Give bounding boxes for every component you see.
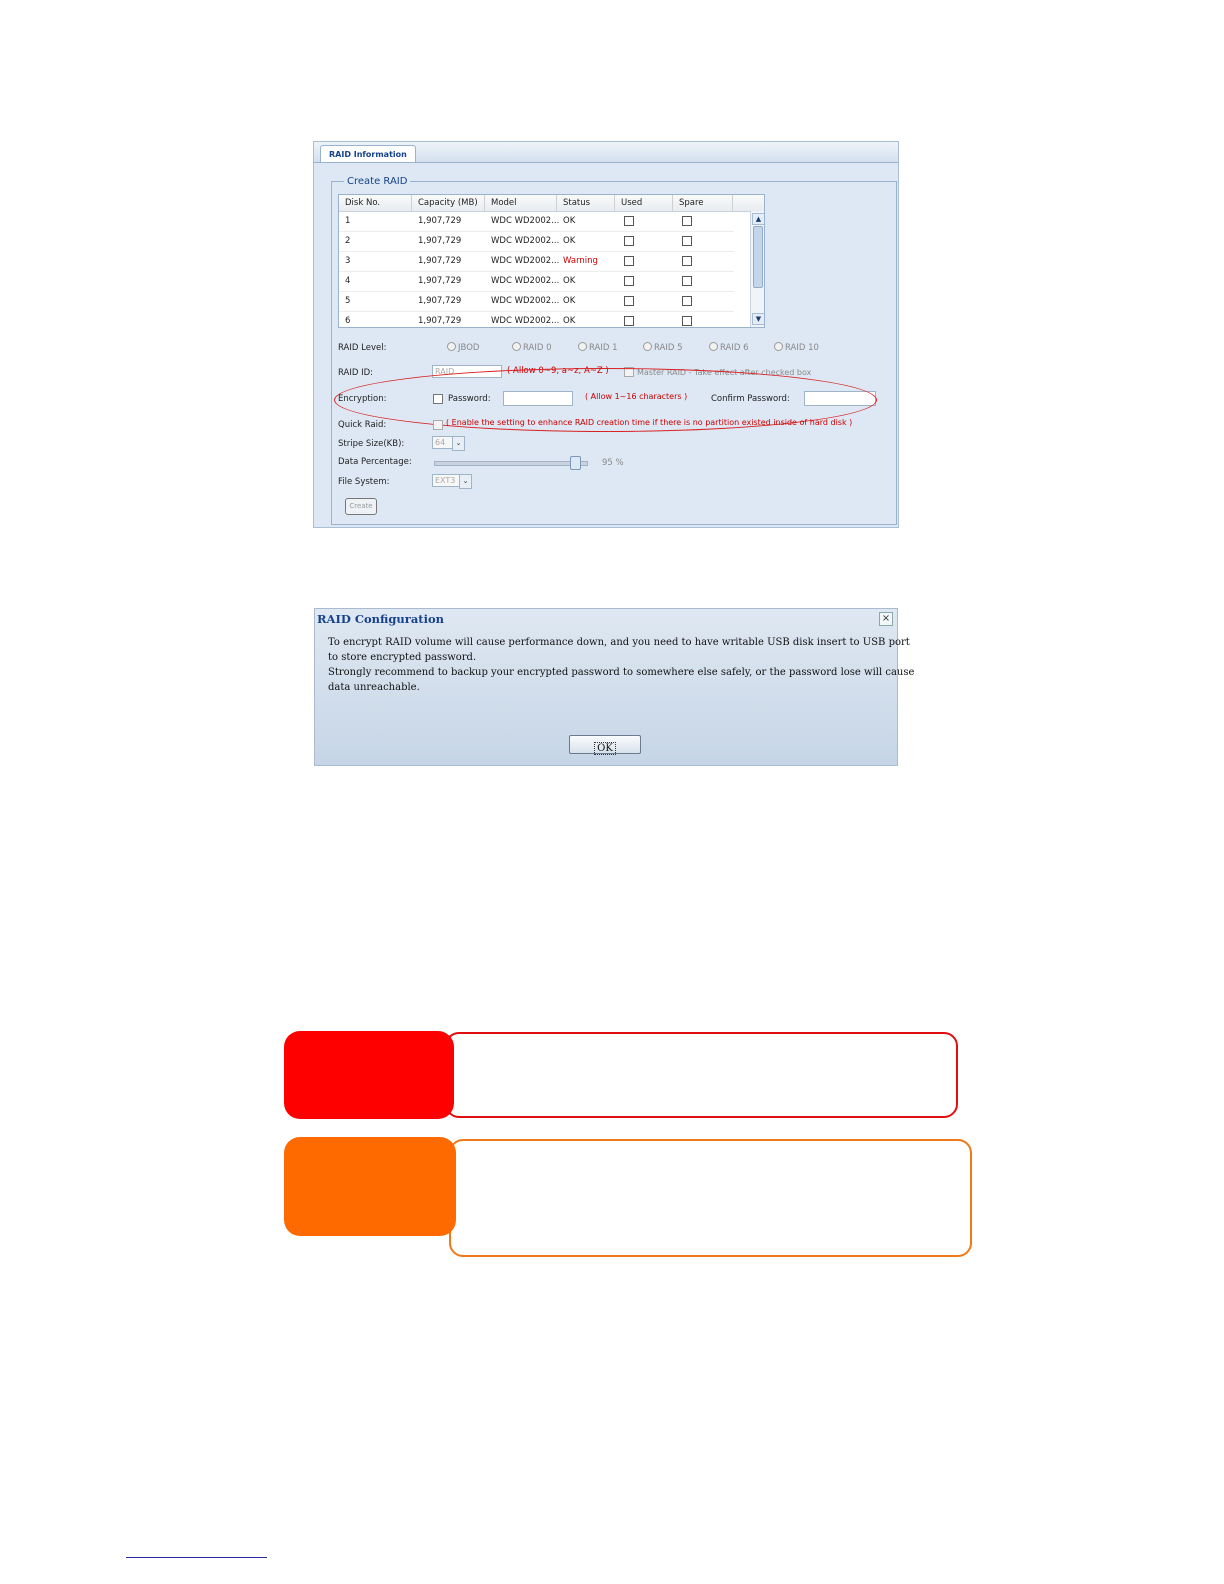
stripe-size-select[interactable] [432, 436, 465, 449]
raid-level-option-raid5[interactable] [643, 342, 683, 354]
raid-level-option-label: RAID 1 [589, 343, 618, 353]
disk-capacity: 1,907,729 [418, 216, 462, 226]
raid-level-option-label: JBOD [458, 343, 480, 353]
used-checkbox[interactable] [624, 256, 634, 266]
callout-red-tab [284, 1031, 454, 1119]
stripe-size-value: 64 [435, 438, 446, 447]
table-row[interactable] [339, 271, 734, 292]
file-system-label: File System: [338, 477, 390, 487]
disk-capacity: 1,907,729 [418, 276, 462, 286]
disk-grid [338, 194, 765, 328]
used-checkbox[interactable] [624, 316, 634, 326]
callout-red-box [445, 1032, 958, 1118]
raid-id-label: RAID ID: [338, 368, 374, 378]
file-system-select[interactable] [432, 474, 472, 487]
disk-model: WDC WD2002... [491, 256, 560, 266]
disk-status: OK [563, 216, 576, 226]
disk-capacity: 1,907,729 [418, 236, 462, 246]
encryption-label: Encryption: [338, 394, 387, 404]
disk-status: OK [563, 316, 576, 326]
dialog-message-line: Strongly recommend to backup your encrypted password to somewhere else safely, or the password lose will cause [328, 667, 915, 678]
disk-status: Warning [563, 256, 598, 266]
scrollbar-thumb[interactable] [753, 226, 763, 288]
table-row[interactable] [339, 311, 734, 328]
ok-button[interactable] [569, 735, 641, 754]
raid-level-option-label: RAID 6 [720, 343, 749, 353]
disk-number: 5 [345, 296, 351, 306]
disk-number: 2 [345, 236, 351, 246]
disk-number: 6 [345, 316, 351, 326]
radio-icon [512, 342, 521, 351]
quick-raid-label: Quick Raid: [338, 420, 387, 430]
disk-model: WDC WD2002... [491, 276, 560, 286]
column-header-disk-no[interactable]: Disk No. [339, 195, 412, 211]
spare-checkbox[interactable] [682, 236, 692, 246]
disk-capacity: 1,907,729 [418, 316, 462, 326]
disk-number: 3 [345, 256, 351, 266]
raid-level-label: RAID Level: [338, 343, 387, 353]
scroll-down-icon[interactable]: ▼ [752, 313, 765, 325]
data-percentage-label: Data Percentage: [338, 457, 412, 467]
create-raid-title: Create RAID [344, 175, 410, 188]
column-header-status[interactable]: Status [557, 195, 615, 211]
raid-id-input[interactable]: RAID [432, 365, 502, 378]
column-header-spare[interactable]: Spare [673, 195, 733, 211]
disk-status: OK [563, 276, 576, 286]
chevron-down-icon[interactable]: ⌄ [459, 474, 472, 489]
quick-raid-hint: ( Enable the setting to enhance RAID creation time if there is no partition existed inside of hard disk ) [446, 418, 853, 427]
used-checkbox[interactable] [624, 296, 634, 306]
table-row[interactable] [339, 231, 734, 252]
column-header-capacity[interactable]: Capacity (MB) [412, 195, 485, 211]
spare-checkbox[interactable] [682, 256, 692, 266]
column-header-model[interactable]: Model [485, 195, 557, 211]
quick-raid-checkbox[interactable] [433, 420, 443, 430]
callout-orange-tab [284, 1137, 456, 1236]
disk-model: WDC WD2002... [491, 296, 560, 306]
tab-raid-information[interactable]: RAID Information [320, 145, 416, 162]
slider-thumb[interactable] [570, 456, 581, 470]
radio-icon [578, 342, 587, 351]
password-hint: ( Allow 1~16 characters ) [585, 392, 688, 401]
confirm-password-label: Confirm Password: [711, 394, 790, 404]
disk-model: WDC WD2002... [491, 316, 560, 326]
raid-level-option-raid1[interactable] [578, 342, 618, 354]
table-row[interactable] [339, 291, 734, 312]
spare-checkbox[interactable] [682, 316, 692, 326]
spare-checkbox[interactable] [682, 216, 692, 226]
raid-level-option-raid6[interactable] [709, 342, 749, 354]
ok-button-label: OK [594, 742, 616, 755]
disk-number: 4 [345, 276, 351, 286]
raid-level-option-raid0[interactable] [512, 342, 552, 354]
data-percentage-value: 95 % [602, 458, 624, 468]
raid-id-hint: ( Allow 0~9, a~z, A~Z ) [507, 366, 609, 376]
dialog-message-line: data unreachable. [328, 682, 420, 693]
dialog-title: RAID Configuration [317, 612, 445, 626]
radio-icon [774, 342, 783, 351]
disk-status: OK [563, 236, 576, 246]
create-button[interactable]: Create [345, 498, 377, 515]
column-header-used[interactable]: Used [615, 195, 673, 211]
raid-level-option-label: RAID 10 [785, 343, 819, 353]
data-percentage-slider[interactable] [434, 461, 588, 466]
table-row[interactable] [339, 211, 734, 232]
raid-level-option-label: RAID 5 [654, 343, 683, 353]
used-checkbox[interactable] [624, 236, 634, 246]
dialog-message-line: To encrypt RAID volume will cause performance down, and you need to have writable USB disk insert to USB port [328, 637, 910, 648]
disk-capacity: 1,907,729 [418, 256, 462, 266]
disk-model: WDC WD2002... [491, 236, 560, 246]
disk-status: OK [563, 296, 576, 306]
footer-rule [126, 1557, 267, 1558]
file-system-value: EXT3 [435, 476, 456, 485]
tab-strip [314, 142, 898, 163]
raid-level-option-jbod[interactable] [447, 342, 479, 354]
table-row[interactable] [339, 251, 734, 272]
radio-icon [643, 342, 652, 351]
scroll-up-icon[interactable]: ▲ [752, 213, 765, 225]
spare-checkbox[interactable] [682, 296, 692, 306]
disk-model: WDC WD2002... [491, 216, 560, 226]
close-icon[interactable]: × [879, 612, 893, 626]
master-raid-label: Master RAID - Take effect after checked box [637, 368, 812, 377]
raid-information-panel [313, 141, 899, 528]
grid-scrollbar[interactable] [750, 211, 765, 327]
callout-orange-box [449, 1139, 972, 1257]
spare-checkbox[interactable] [682, 276, 692, 286]
radio-icon [447, 342, 456, 351]
disk-number: 1 [345, 216, 351, 226]
raid-configuration-dialog [314, 608, 915, 766]
disk-capacity: 1,907,729 [418, 296, 462, 306]
radio-icon [709, 342, 718, 351]
chevron-down-icon[interactable]: ⌄ [452, 436, 465, 451]
used-checkbox[interactable] [624, 276, 634, 286]
raid-level-option-label: RAID 0 [523, 343, 552, 353]
used-checkbox[interactable] [624, 216, 634, 226]
grid-header [339, 195, 764, 212]
raid-level-option-raid10[interactable] [774, 342, 819, 354]
stripe-size-label: Stripe Size(KB): [338, 439, 405, 449]
dialog-message-line: to store encrypted password. [328, 652, 477, 663]
password-label: Password: [448, 394, 491, 404]
